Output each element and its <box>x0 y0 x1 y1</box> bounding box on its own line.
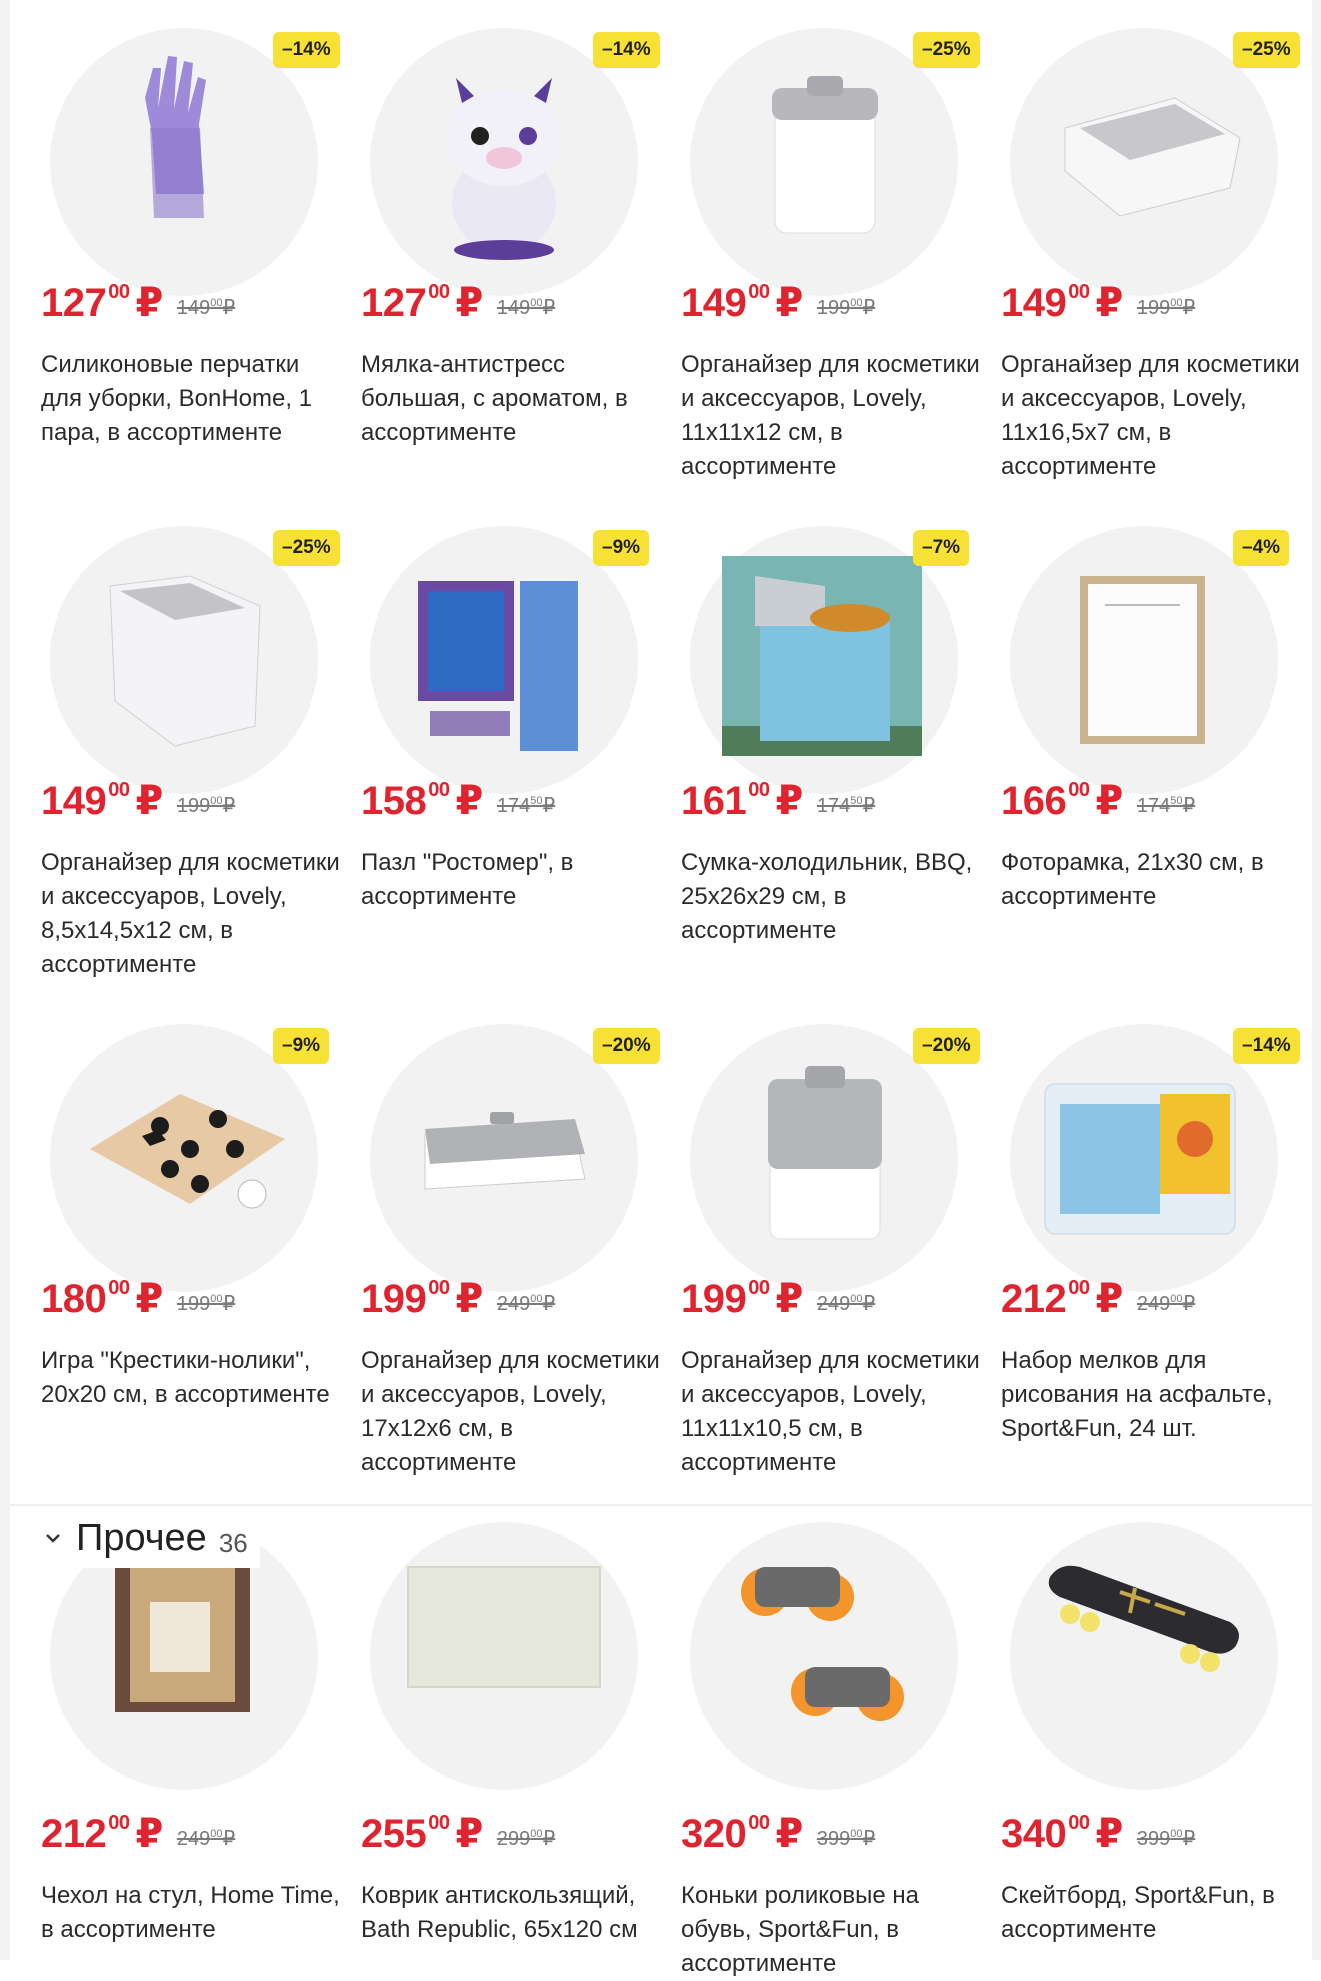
product-card[interactable] <box>992 512 1312 1010</box>
product-card[interactable] <box>992 1545 1312 1950</box>
old-price: $199^{00}₽$ <box>176 1293 236 1315</box>
price: 212 $^{00}$ ₽ <box>41 1812 163 1856</box>
photo-frame-image[interactable] <box>1010 526 1278 794</box>
price: 199 $^{00}$ ₽ <box>361 1277 483 1321</box>
price-row <box>1001 1811 1195 1857</box>
cooler-bag-image[interactable] <box>690 526 958 794</box>
price-row <box>361 778 555 824</box>
old-price: $174^{50}₽$ <box>1136 795 1196 817</box>
organizer-flat-image[interactable] <box>370 1024 638 1292</box>
old-price: $199^{00}₽$ <box>816 297 876 319</box>
section-header[interactable] <box>44 1508 260 1568</box>
price: 180 $^{00}$ ₽ <box>41 1277 163 1321</box>
product-title[interactable]: Коврик антискользящий, Bath Republic, 65х120 см <box>361 1882 638 1943</box>
section-title: Прочее <box>76 1516 207 1559</box>
price-row <box>681 280 875 326</box>
price-row <box>361 1811 555 1857</box>
old-price: $249^{00}₽$ <box>1136 1293 1196 1315</box>
discount-badge: –25% <box>1233 32 1300 68</box>
price-row <box>1001 1276 1195 1322</box>
chalk-set-image[interactable] <box>1010 1024 1278 1292</box>
product-title[interactable]: Чехол на стул, Home Time, в ассортименте <box>41 1882 340 1943</box>
product-grid-top <box>32 14 1312 1508</box>
price: 212 $^{00}$ ₽ <box>1001 1277 1123 1321</box>
organizer-caddy-image[interactable] <box>50 526 318 794</box>
organizer-grid-image[interactable] <box>1010 28 1278 296</box>
product-title[interactable]: Органайзер для косметики и аксессуаров, Lovely, 17х12х6 см, в ассортименте <box>361 1347 660 1476</box>
product-card[interactable] <box>352 512 672 1010</box>
old-price: $399^{00}₽$ <box>1136 1828 1196 1850</box>
product-card[interactable] <box>352 1010 672 1508</box>
old-price: $249^{00}₽$ <box>816 1293 876 1315</box>
discount-badge: –9% <box>273 1028 329 1064</box>
old-price: $199^{00}₽$ <box>176 795 236 817</box>
product-card[interactable] <box>32 1010 352 1508</box>
price-row <box>1001 778 1195 824</box>
discount-badge: –9% <box>593 530 649 566</box>
old-price: $149^{00}₽$ <box>176 297 236 319</box>
price: 127 $^{00}$ ₽ <box>41 281 163 325</box>
product-title[interactable]: Органайзер для косметики и аксессуаров, Lovely, 11х11х12 см, в ассортименте <box>681 351 980 480</box>
price-row <box>41 1811 235 1857</box>
organizer-square-image[interactable] <box>690 1024 958 1292</box>
price: 127 $^{00}$ ₽ <box>361 281 483 325</box>
bath-mat-image[interactable] <box>370 1522 638 1790</box>
price: 340 $^{00}$ ₽ <box>1001 1812 1123 1856</box>
product-title[interactable]: Органайзер для косметики и аксессуаров, Lovely, 11х16,5х7 см, в ассортименте <box>1001 351 1300 480</box>
price: 320 $^{00}$ ₽ <box>681 1812 803 1856</box>
product-title[interactable]: Силиконовые перчатки для уборки, BonHome, 1 пара, в ассортименте <box>41 351 313 446</box>
price-row <box>41 280 235 326</box>
page-left-gutter <box>0 0 10 1960</box>
section-count: 36 <box>218 1527 248 1558</box>
product-card[interactable] <box>32 512 352 1010</box>
puzzle-image[interactable] <box>370 526 638 794</box>
product-card[interactable] <box>32 14 352 512</box>
discount-badge: –7% <box>913 530 969 566</box>
discount-badge: –4% <box>1233 530 1289 566</box>
old-price: $174^{50}₽$ <box>496 795 556 817</box>
skateboard-image[interactable] <box>1010 1522 1278 1790</box>
price-row <box>681 1811 875 1857</box>
product-card[interactable] <box>672 512 992 1010</box>
price-row <box>41 778 235 824</box>
product-card[interactable] <box>672 1545 992 1977</box>
discount-badge: –20% <box>593 1028 660 1064</box>
product-card[interactable] <box>992 1010 1312 1508</box>
product-title[interactable]: Сумка-холодильник, BBQ, 25х26х29 см, в ассортименте <box>681 849 973 944</box>
product-card[interactable] <box>992 14 1312 512</box>
price-row <box>681 778 875 824</box>
price-row <box>1001 280 1195 326</box>
catalog-page <box>10 0 1312 1977</box>
discount-badge: –20% <box>913 1028 980 1064</box>
price: 149 $^{00}$ ₽ <box>681 281 803 325</box>
gloves-image[interactable] <box>50 28 318 296</box>
section-divider <box>10 1504 1312 1506</box>
product-grid-other <box>32 1545 1312 1977</box>
product-title[interactable]: Игра "Крестики-нолики", 20х20 см, в ассортименте <box>41 1347 330 1408</box>
old-price: $149^{00}₽$ <box>496 297 556 319</box>
product-title[interactable]: Мялка-антистресс большая, с ароматом, в ассортименте <box>361 351 628 446</box>
old-price: $299^{00}₽$ <box>496 1828 556 1850</box>
product-title[interactable]: Скейтборд, Sport&Fun, в ассортименте <box>1001 1882 1275 1943</box>
squishy-toy-image[interactable] <box>370 28 638 296</box>
product-title[interactable]: Набор мелков для рисования на асфальте, Sport&Fun, 24 шт. <box>1001 1347 1273 1442</box>
price: 149 $^{00}$ ₽ <box>41 779 163 823</box>
product-title[interactable]: Коньки роликовые на обувь, Sport&Fun, в ассортименте <box>681 1882 919 1977</box>
old-price: $199^{00}₽$ <box>1136 297 1196 319</box>
old-price: $249^{00}₽$ <box>496 1293 556 1315</box>
product-card[interactable] <box>672 1010 992 1508</box>
discount-badge: –25% <box>913 32 980 68</box>
product-title[interactable]: Фоторамка, 21х30 см, в ассортименте <box>1001 849 1264 910</box>
price: 158 $^{00}$ ₽ <box>361 779 483 823</box>
organizer-box-image[interactable] <box>690 28 958 296</box>
price-row <box>361 1276 555 1322</box>
price: 161 $^{00}$ ₽ <box>681 779 803 823</box>
product-card[interactable] <box>352 1545 672 1950</box>
price-row <box>681 1276 875 1322</box>
discount-badge: –14% <box>273 32 340 68</box>
discount-badge: –14% <box>1233 1028 1300 1064</box>
page-right-gutter <box>1312 0 1321 1960</box>
tictactoe-image[interactable] <box>50 1024 318 1292</box>
price: 255 $^{00}$ ₽ <box>361 1812 483 1856</box>
product-card[interactable] <box>672 14 992 512</box>
price: 199 $^{00}$ ₽ <box>681 1277 803 1321</box>
roller-skates-image[interactable] <box>690 1522 958 1790</box>
discount-badge: –14% <box>593 32 660 68</box>
old-price: $399^{00}₽$ <box>816 1828 876 1850</box>
product-card[interactable] <box>352 14 672 512</box>
price-row <box>361 280 555 326</box>
price: 149 $^{00}$ ₽ <box>1001 281 1123 325</box>
product-title[interactable]: Пазл "Ростомер", в ассортименте <box>361 849 574 910</box>
product-title[interactable]: Органайзер для косметики и аксессуаров, Lovely, 8,5х14,5х12 см, в ассортименте <box>41 849 340 978</box>
chevron-down-icon[interactable] <box>44 1529 62 1547</box>
price-row <box>41 1276 235 1322</box>
discount-badge: –25% <box>273 530 340 566</box>
old-price: $249^{00}₽$ <box>176 1828 236 1850</box>
product-card[interactable] <box>32 1545 352 1950</box>
old-price: $174^{50}₽$ <box>816 795 876 817</box>
product-title[interactable]: Органайзер для косметики и аксессуаров, Lovely, 11х11х10,5 см, в ассортименте <box>681 1347 980 1476</box>
price: 166 $^{00}$ ₽ <box>1001 779 1123 823</box>
